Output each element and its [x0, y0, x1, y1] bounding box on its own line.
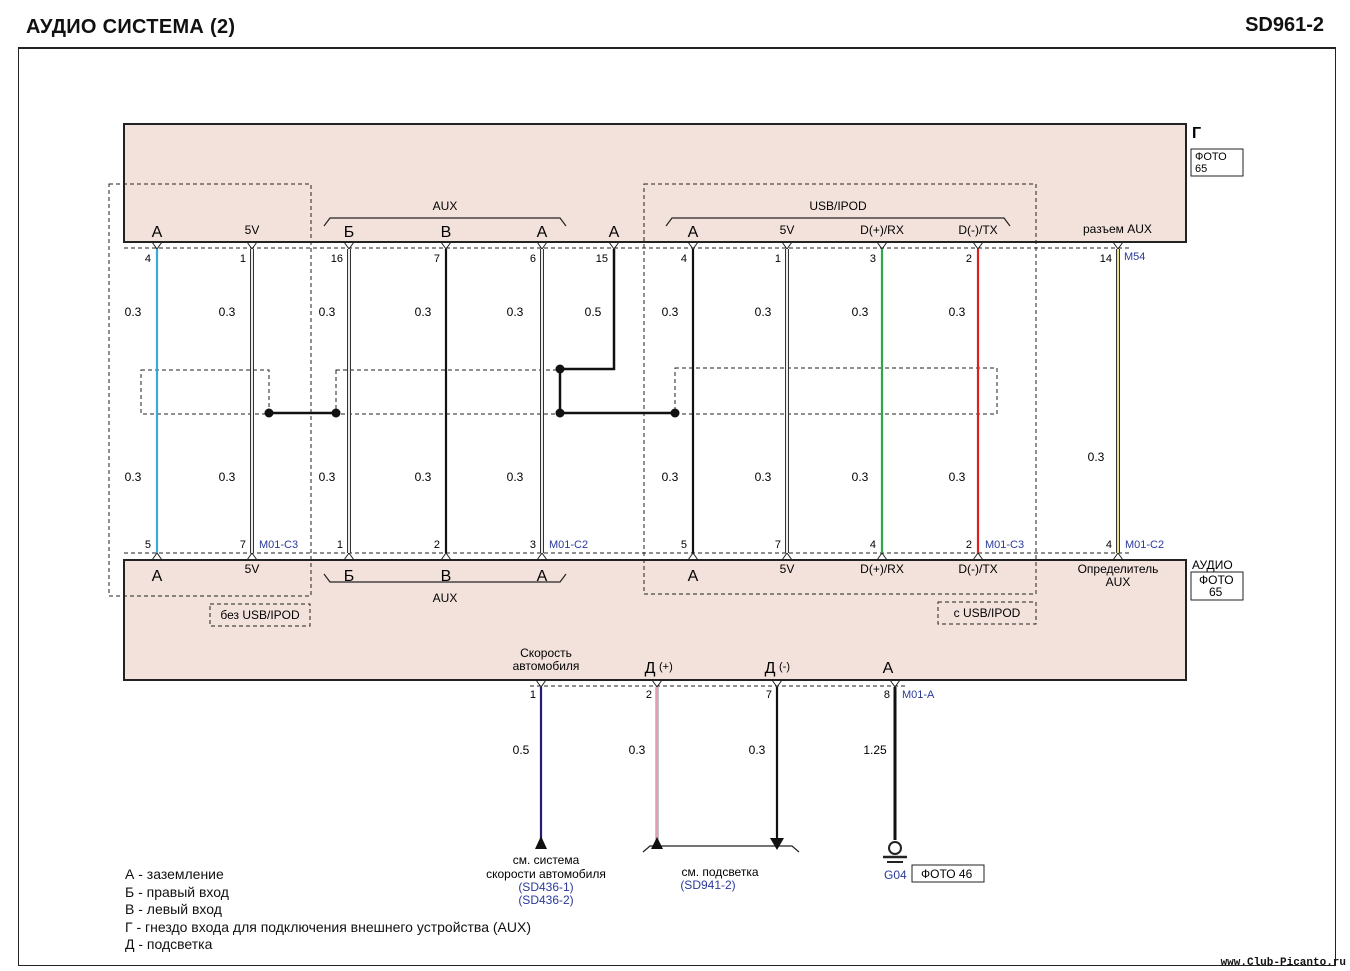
top-pin-label: D(-)/TX — [958, 223, 998, 237]
without-usb-group-box — [109, 184, 311, 596]
without-usb-label: без USB/IPOD — [220, 608, 300, 622]
top-pin-label: 5V — [244, 223, 260, 237]
out-pin-label: Д — [644, 660, 656, 677]
top-pin-label: А — [608, 224, 620, 241]
top-pin-label: В — [440, 224, 452, 241]
top-pin-number: 1 — [239, 253, 246, 265]
bottom-pin-label: D(+)/RX — [860, 562, 904, 576]
out-pin-number: 7 — [765, 689, 772, 701]
bottom-pin-number: 5 — [144, 539, 151, 551]
wire-size: 0.3 — [318, 470, 336, 484]
page-title: АУДИО СИСТЕМА (2) — [26, 16, 236, 38]
out-pin-label: А — [882, 660, 894, 677]
bottom-module-name: АУДИО — [1192, 558, 1233, 572]
bottom-pin-terminal — [877, 553, 887, 560]
ground-symbol — [883, 842, 907, 862]
bottom-pin-label: 5V — [779, 562, 795, 576]
top-pin-label: 5V — [779, 223, 795, 237]
splice-dot — [556, 365, 565, 374]
page-code: SD961-2 — [1245, 14, 1324, 36]
wire-size: 0.3 — [851, 305, 869, 319]
ground-id: G04 — [884, 868, 907, 882]
speed-ref-code2: (SD436-2) — [518, 893, 574, 907]
top-connector-id: M54 — [1124, 251, 1146, 263]
top-pin-label: А — [687, 224, 699, 241]
wire-size: 0.3 — [218, 470, 236, 484]
bottom-pin-number: 7 — [239, 539, 246, 551]
bottom-connector-id: M01-C3 — [985, 539, 1025, 551]
top-module-body — [124, 124, 1186, 242]
out-pin-sublabel: (-) — [779, 661, 790, 673]
bottom-pin-terminal — [688, 553, 698, 560]
light-ref-code: (SD941-2) — [680, 878, 736, 892]
wire-size: 0.3 — [414, 305, 432, 319]
bottom-pin-number: 2 — [433, 539, 440, 551]
wire-size: 0.3 — [851, 470, 869, 484]
splice-dot — [265, 409, 274, 418]
top-photo-line2: 65 — [1195, 163, 1208, 175]
bottom-pin-number: 5 — [680, 539, 687, 551]
wire-size: 0.5 — [584, 305, 602, 319]
bottom-connector-id: M01-C2 — [1125, 539, 1165, 551]
speed-ref-line1: см. система — [512, 853, 580, 867]
wire-size: 0.3 — [414, 470, 432, 484]
bottom-pin-terminal — [344, 553, 354, 560]
wire-size: 0.3 — [1087, 450, 1105, 464]
top-pin-number: 6 — [529, 253, 536, 265]
bottom-pin-label: В — [440, 568, 452, 585]
aux-top-label: AUX — [432, 199, 458, 213]
out-pin-sublabel: (+) — [659, 661, 673, 673]
top-pin-label: D(+)/RX — [860, 223, 904, 237]
bottom-connector-id: M01-C2 — [549, 539, 589, 551]
bottom-photo-line1: ФОТО — [1199, 573, 1234, 587]
bottom-pin-terminal — [782, 553, 792, 560]
with-usb-label: с USB/IPOD — [953, 606, 1021, 620]
speed-ref-line2: скорости автомобиля — [486, 867, 606, 881]
wire-size: 0.3 — [506, 470, 524, 484]
legend-item: Г - гнездо входа для подключения внешнего устройства (AUX) — [125, 918, 531, 935]
legend-item: Б - правый вход — [125, 883, 229, 900]
wire-size: 0.3 — [661, 305, 679, 319]
usb-top-label: USB/IPOD — [809, 199, 867, 213]
top-module-letter: Г — [1192, 125, 1202, 142]
out-connector-id: M01-A — [902, 689, 935, 701]
legend-item: Д - подсветка — [125, 936, 213, 952]
out-wire-size: 0.5 — [512, 743, 530, 757]
splice-dot — [332, 409, 341, 418]
wire-size: 0.3 — [218, 305, 236, 319]
bottom-pin-label: А — [151, 568, 163, 585]
out-pin-label: автомобиля — [512, 659, 580, 673]
bottom-pin-terminal — [247, 553, 257, 560]
light-plus-arrow — [651, 837, 663, 849]
legend-item: В - левый вход — [125, 901, 222, 917]
legend-item: А - заземление — [125, 866, 224, 882]
bottom-pin-terminal — [441, 553, 451, 560]
watermark: www.Club-Picanto.ru — [1220, 957, 1346, 969]
top-pin-number: 3 — [869, 253, 876, 265]
bottom-pin-label: D(-)/TX — [958, 562, 998, 576]
bottom-pin-label: Определитель — [1077, 562, 1159, 576]
wire-size: 0.3 — [124, 470, 142, 484]
out-wire-size: 1.25 — [863, 743, 887, 757]
bottom-pin-number: 2 — [965, 539, 972, 551]
bottom-pin-number: 7 — [774, 539, 781, 551]
top-pin-label: Б — [343, 224, 355, 241]
speed-ref-code1: (SD436-1) — [518, 880, 574, 894]
shield-box-right — [675, 368, 997, 414]
light-ref: см. подсветка — [681, 865, 759, 879]
aux-jack-label: разъем AUX — [1083, 222, 1152, 236]
top-photo-line1: ФОТО — [1195, 151, 1227, 163]
bottom-pin-number: 4 — [869, 539, 876, 551]
bottom-photo-line2: 65 — [1209, 585, 1223, 599]
out-wire-size: 0.3 — [748, 743, 766, 757]
legend — [125, 866, 531, 954]
wire-size: 0.3 — [948, 305, 966, 319]
top-pin-number: 15 — [595, 253, 608, 265]
wire-size: 0.3 — [661, 470, 679, 484]
shield-box-mid — [336, 370, 560, 414]
bottom-connector-id: M01-C3 — [259, 539, 299, 551]
out-wire-size: 0.3 — [628, 743, 646, 757]
out-pin-label: Скорость — [520, 646, 572, 660]
top-pin-number: 16 — [330, 253, 343, 265]
out-pin-number: 8 — [883, 689, 890, 701]
bottom-pin-terminal — [1113, 553, 1123, 560]
bottom-pin-number: 3 — [529, 539, 536, 551]
wire-size: 0.3 — [124, 305, 142, 319]
shield-box-left — [141, 370, 269, 414]
top-pin-number: 4 — [680, 253, 687, 265]
top-pin-number: 1 — [774, 253, 781, 265]
splice-dot — [556, 409, 565, 418]
bottom-pin-label: А — [536, 568, 548, 585]
wire-size: 0.3 — [318, 305, 336, 319]
wire-size: 0.3 — [754, 470, 772, 484]
top-pin-number: 2 — [965, 253, 972, 265]
light-minus-arrow — [770, 838, 784, 850]
bottom-pin-label: Б — [343, 568, 355, 585]
out-pin-number: 1 — [529, 689, 536, 701]
bottom-pin-number: 4 — [1105, 539, 1112, 551]
splice-dot — [671, 409, 680, 418]
top-pin-number: 4 — [144, 253, 151, 265]
aux-bottom-label: AUX — [432, 591, 458, 605]
top-pin-label: А — [536, 224, 548, 241]
bottom-pin-terminal — [973, 553, 983, 560]
wire-size: 0.3 — [948, 470, 966, 484]
bottom-pin-number: 1 — [336, 539, 343, 551]
ground-photo: ФОТО 46 — [921, 867, 973, 881]
bottom-pin-terminal — [152, 553, 162, 560]
top-pin-number: 14 — [1099, 253, 1112, 265]
bottom-pin-terminal — [537, 553, 547, 560]
bottom-pin-label: 5V — [244, 562, 260, 576]
bottom-pin-label: А — [687, 568, 699, 585]
out-pin-label: Д — [764, 660, 776, 677]
wire-size: 0.3 — [754, 305, 772, 319]
bottom-pin-label: AUX — [1105, 575, 1131, 589]
wire-size: 0.3 — [506, 305, 524, 319]
out-pin-number: 2 — [645, 689, 652, 701]
top-pin-number: 7 — [433, 253, 440, 265]
top-pin-label: А — [151, 224, 163, 241]
speed-arrow — [535, 836, 547, 849]
